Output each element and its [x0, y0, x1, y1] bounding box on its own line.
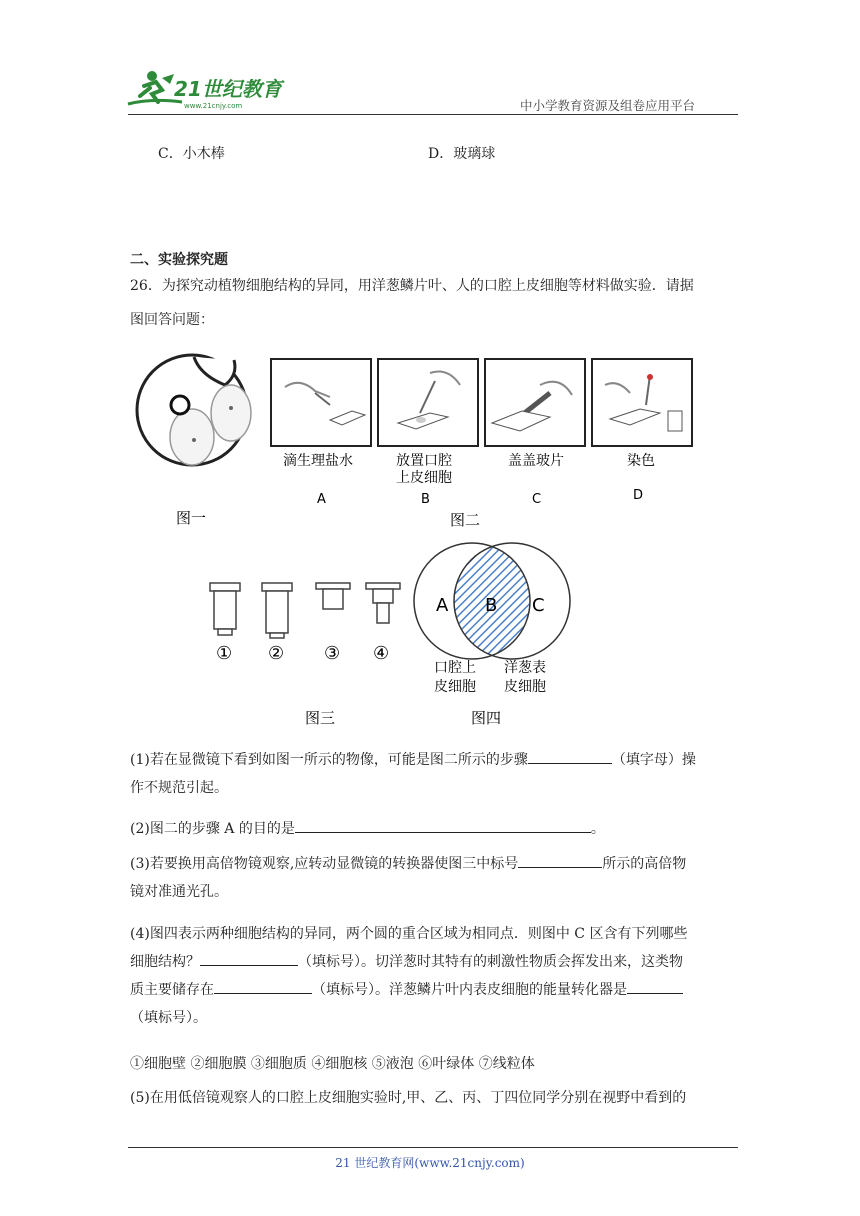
q3-text-a: (3)若要换用高倍物镜观察,应转动显微镜的转换器使图三中标号 [130, 856, 519, 872]
step-a-caption: 滴生理盐水 [283, 453, 353, 469]
objective-3 [316, 583, 350, 664]
q4-answer-blank-3[interactable] [627, 979, 683, 994]
footer-text: 21 世纪教育网(www.21cnjy.com) [335, 1156, 525, 1170]
step-c-caption: 盖盖玻片 [508, 453, 564, 469]
fig1-label: 图一 [176, 509, 207, 527]
venn-left-label-2: 皮细胞 [434, 679, 476, 695]
q2-text-a: (2)图二的步骤 A 的目的是 [130, 821, 295, 837]
q4-text-a: (4)图四表示两种细胞结构的异同，两个圆的重合区域为相同点．则图中 C 区含有下列哪些 [130, 926, 688, 942]
q2-answer-blank[interactable] [295, 818, 591, 833]
q4-answer-blank-2[interactable] [214, 979, 312, 994]
step-c-letter: C [532, 492, 542, 507]
q3-text-b: 所示的高倍物 [602, 856, 687, 872]
figure-2-steps [271, 359, 692, 529]
footer-divider [128, 1147, 738, 1148]
q4-answer-blank-1[interactable] [200, 951, 298, 966]
fig2-label: 图二 [450, 511, 481, 529]
question-stem [130, 272, 735, 334]
figure-area [130, 345, 740, 735]
subquestion-5: (5)在用低倍镜观察人的口腔上皮细胞实验时,甲、乙、丙、丁四位同学分别在视野中看到的 [130, 1090, 687, 1106]
site-logo [122, 68, 292, 112]
stem-line-1: 26．为探究动植物细胞结构的异同，用洋葱鳞片叶、人的口腔上皮细胞等材料做实验．请据 [130, 278, 694, 294]
subquestion-1 [130, 746, 735, 802]
step-b-caption2: 上皮细胞 [396, 470, 452, 486]
figure-1-view [137, 355, 251, 527]
q4-text-c: （填标号）。切洋葱时其特有的刺激性物质会挥发出来，这类物 [298, 954, 683, 970]
fig3-label: 图三 [305, 709, 336, 727]
choices-list: ①细胞壁 ②细胞膜 ③细胞质 ④细胞核 ⑤液泡 ⑥叶绿体 ⑦线粒体 [130, 1056, 535, 1072]
step-a-letter: A [317, 492, 326, 507]
step-d-letter: D [633, 488, 644, 503]
option-d: D．玻璃球 [428, 146, 496, 162]
objective-3-label: ③ [324, 643, 341, 664]
q1-text-b: （填字母）操 [611, 752, 696, 768]
fig4-label: 图四 [471, 709, 502, 727]
objective-4 [366, 583, 400, 664]
q2-text-b: 。 [590, 821, 605, 837]
logo-text: 21世纪教育 [174, 77, 282, 101]
header-divider [128, 114, 738, 115]
step-b-letter: B [421, 492, 430, 507]
q4-text-b: 细胞结构？ [130, 954, 200, 970]
venn-right-label-1: 洋葱表 [504, 660, 546, 676]
q1-text-a: (1)若在显微镜下看到如图一所示的物像，可能是图二所示的步骤 [130, 752, 528, 768]
subquestion-3 [130, 850, 735, 906]
venn-a: A [436, 595, 449, 616]
stem-line-2: 图回答问题： [130, 312, 214, 328]
q3-text-c: 镜对准通光孔。 [130, 884, 228, 900]
figure-3-objectives [210, 583, 400, 727]
step-c [485, 359, 585, 507]
step-b-caption: 放置口腔 [396, 453, 452, 469]
venn-left-label-1: 口腔上 [434, 660, 476, 676]
objective-2-label: ② [268, 643, 285, 664]
section-title: 二、实验探究题 [130, 252, 228, 268]
step-d [592, 359, 692, 503]
objective-4-label: ④ [373, 643, 390, 664]
q3-answer-blank[interactable] [518, 853, 602, 868]
step-b [378, 359, 478, 507]
objective-1 [210, 583, 240, 664]
figure-4-venn [414, 543, 570, 727]
q4-text-f: （填标号）。 [130, 1010, 207, 1026]
q4-text-d: 质主要储存在 [130, 982, 214, 998]
venn-b: B [485, 595, 498, 616]
q1-answer-blank[interactable] [528, 749, 612, 764]
objective-2 [262, 583, 292, 664]
logo-url: www.21cnjy.com [184, 102, 243, 110]
step-a [271, 359, 371, 507]
venn-c: C [532, 595, 545, 616]
q1-text-c: 作不规范引起。 [130, 780, 228, 796]
subquestion-4 [130, 920, 735, 1032]
step-d-caption: 染色 [627, 453, 655, 469]
objective-1-label: ① [216, 643, 233, 664]
q4-text-e: （填标号）。洋葱鳞片叶内表皮细胞的能量转化器是 [312, 982, 627, 998]
platform-name: 中小学教育资源及组卷应用平台 [520, 98, 696, 113]
option-c: C．小木棒 [158, 146, 225, 162]
venn-right-label-2: 皮细胞 [504, 679, 546, 695]
subquestion-2 [130, 815, 735, 843]
